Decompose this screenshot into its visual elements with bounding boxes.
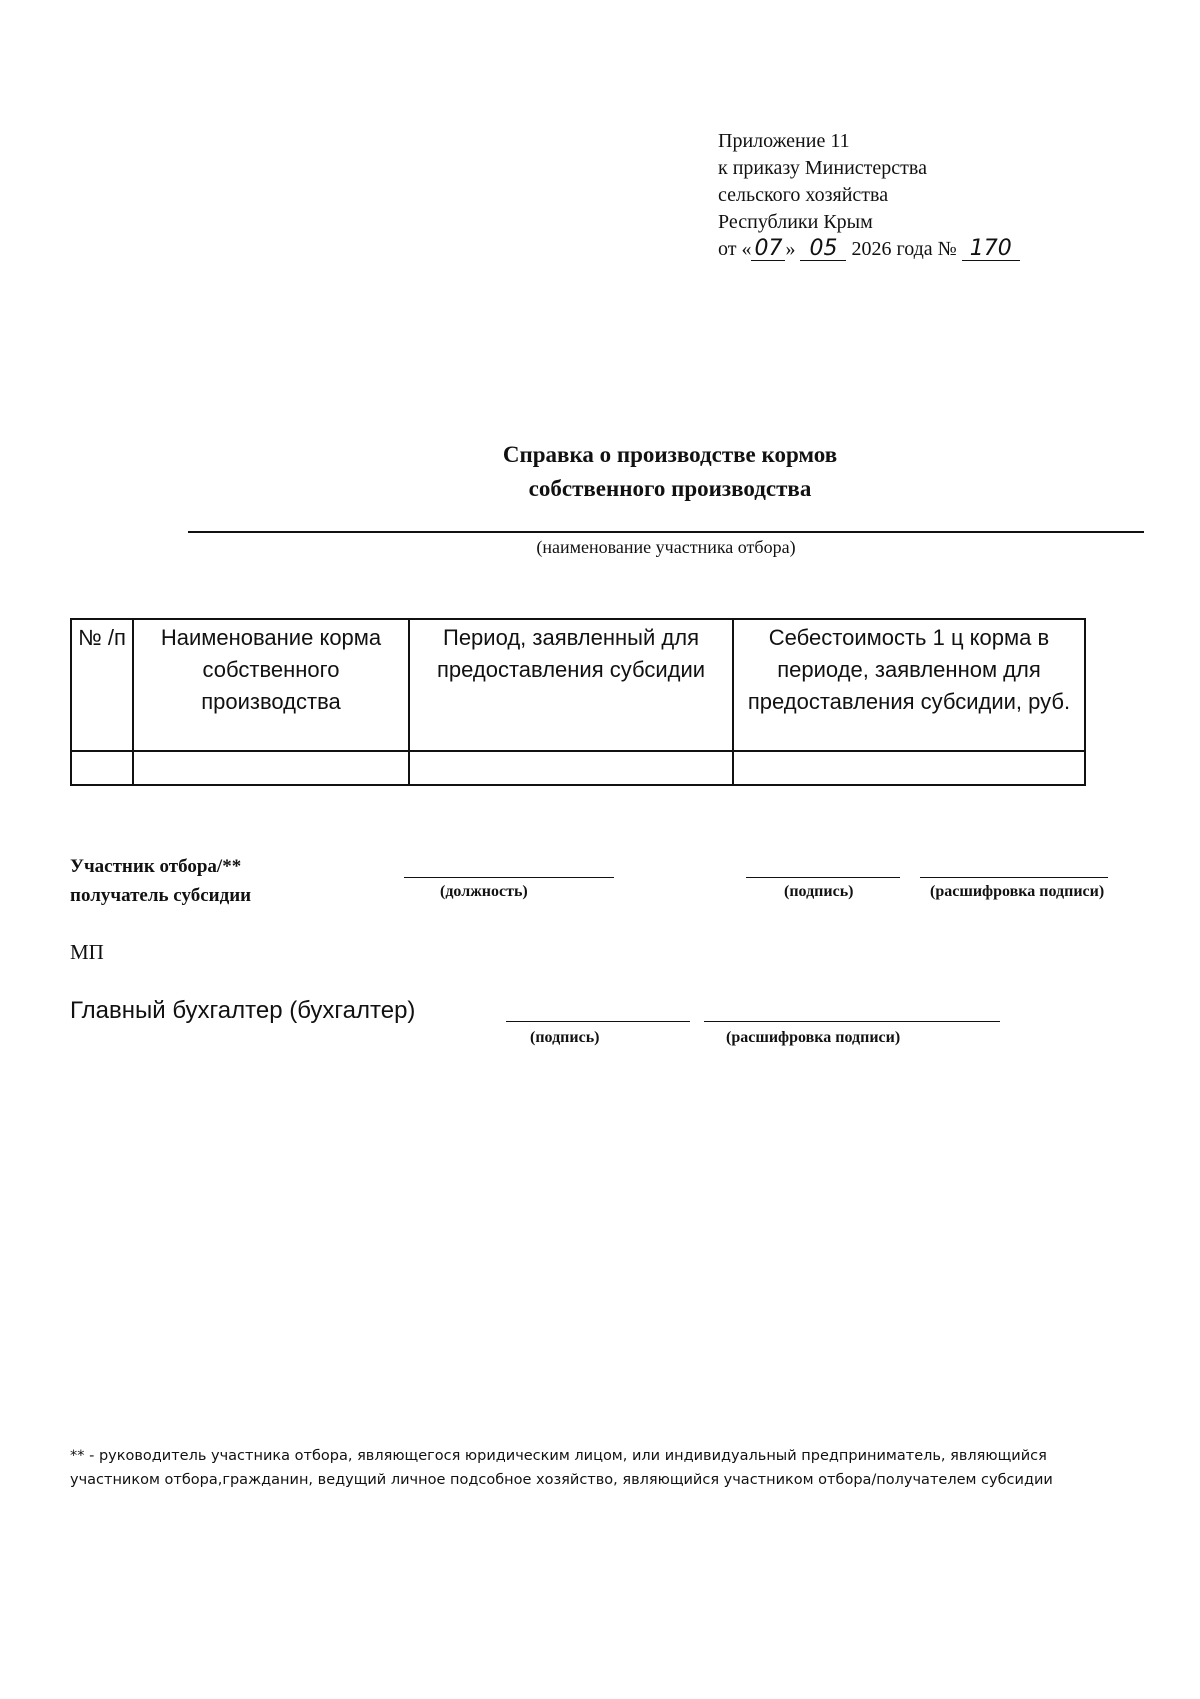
order-number: 170	[962, 238, 1020, 261]
participant-label-line: Участник отбора/**	[70, 856, 242, 877]
appendix-line: к приказу Министерства	[718, 157, 927, 179]
appendix-line: сельского хозяйства	[718, 184, 889, 206]
participant-name-line	[188, 531, 1144, 533]
chief-signature-line[interactable]	[506, 1021, 690, 1022]
stamp-place: МП	[70, 940, 104, 964]
title-line: собственного производства	[528, 476, 812, 501]
order-year: 2026 года №	[851, 238, 957, 260]
table-cell[interactable]	[71, 751, 133, 785]
feed-table	[70, 618, 1086, 786]
header-cost: Себестоимость 1 ц корма в периоде, заявленном для предоставления субсидии, руб.	[733, 619, 1085, 751]
position-caption: (должность)	[440, 883, 528, 900]
chief-accountant-label: Главный бухгалтер (бухгалтер)	[70, 997, 416, 1024]
order-month: 05	[800, 238, 846, 261]
footnote: ** - руководитель участника отбора, являющегося юридическим лицом, или индивидуальный предприниматель, являющийся участником отбора,гражданин, ведущий личное подсобное хозяйство, являющийся участником отбора/получателем субсидии	[70, 1448, 1053, 1488]
header-feed-name: Наименование корма собственного производства	[133, 619, 409, 751]
signature-caption: (подпись)	[784, 883, 854, 900]
decoding-line[interactable]	[920, 877, 1108, 878]
date-mid: »	[785, 238, 796, 260]
position-line[interactable]	[404, 877, 614, 878]
table-cell[interactable]	[133, 751, 409, 785]
header-number: № /п	[71, 619, 133, 751]
participant-label-line: получатель субсидии	[70, 885, 252, 906]
table-cell[interactable]	[409, 751, 733, 785]
header-period: Период, заявленный для предоставления субсидии	[409, 619, 733, 751]
table-row	[71, 751, 1085, 785]
chief-decoding-line[interactable]	[704, 1021, 1000, 1022]
appendix-line: Республики Крым	[718, 211, 873, 233]
table-cell[interactable]	[733, 751, 1085, 785]
chief-decoding-caption: (расшифровка подписи)	[726, 1029, 901, 1046]
participant-name-caption: (наименование участника отбора)	[536, 537, 796, 557]
chief-signature-caption: (подпись)	[530, 1029, 600, 1046]
order-day: 07	[751, 238, 785, 261]
title-line: Справка о производстве кормов	[502, 442, 838, 467]
decoding-caption: (расшифровка подписи)	[930, 883, 1105, 900]
date-prefix: от «	[718, 238, 752, 260]
table-header-row	[71, 619, 1085, 751]
signature-line[interactable]	[746, 877, 900, 878]
document-title	[0, 438, 1200, 506]
appendix-line: Приложение 11	[718, 130, 850, 152]
order-date-line	[718, 236, 1020, 263]
appendix-block	[718, 128, 1020, 263]
participant-label	[70, 852, 251, 910]
